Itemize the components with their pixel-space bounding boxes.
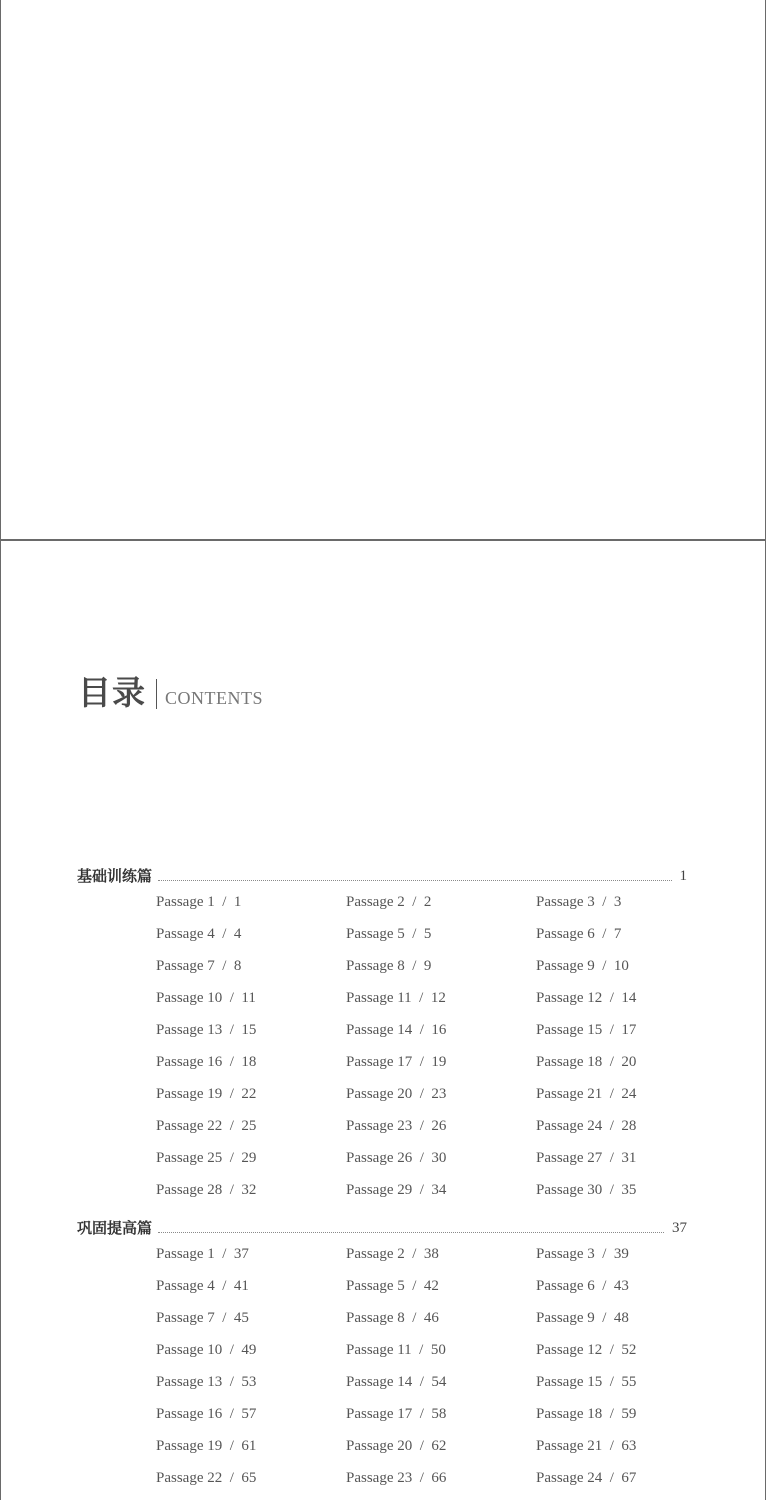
- dot-leader: [158, 880, 671, 881]
- passage-entry[interactable]: Passage 6 / 43: [536, 1278, 629, 1294]
- passage-entry[interactable]: Passage 8 / 46: [346, 1310, 439, 1326]
- blank-page: [0, 0, 766, 541]
- passage-entry[interactable]: Passage 15 / 55: [536, 1374, 637, 1390]
- passage-entry[interactable]: Passage 17 / 19: [346, 1054, 447, 1070]
- passage-entry[interactable]: Passage 12 / 52: [536, 1342, 637, 1358]
- passage-entry[interactable]: Passage 3 / 39: [536, 1246, 629, 1262]
- passage-entry[interactable]: Passage 11 / 12: [346, 990, 446, 1006]
- toc-heading: [78, 673, 263, 713]
- passage-entry[interactable]: Passage 23 / 26: [346, 1118, 447, 1134]
- passage-entry[interactable]: Passage 21 / 63: [536, 1438, 637, 1454]
- passage-entry[interactable]: Passage 19 / 61: [156, 1438, 257, 1454]
- passage-entry[interactable]: Passage 25 / 29: [156, 1150, 257, 1166]
- passage-entry[interactable]: Passage 21 / 24: [536, 1086, 637, 1102]
- passage-entry[interactable]: Passage 22 / 25: [156, 1118, 257, 1134]
- section-heading-row[interactable]: [77, 864, 687, 886]
- passage-entry[interactable]: Passage 24 / 28: [536, 1118, 637, 1134]
- passage-entry[interactable]: Passage 14 / 54: [346, 1374, 447, 1390]
- passage-entry[interactable]: Passage 5 / 42: [346, 1278, 439, 1294]
- section-basic-training: [77, 864, 687, 1206]
- passage-entry[interactable]: Passage 9 / 48: [536, 1310, 629, 1326]
- passage-entry[interactable]: Passage 13 / 53: [156, 1374, 257, 1390]
- section-consolidation: [77, 1216, 687, 1494]
- passage-entry[interactable]: Passage 24 / 67: [536, 1470, 637, 1486]
- passage-list: [156, 886, 687, 1206]
- passage-entry[interactable]: Passage 7 / 8: [156, 958, 242, 974]
- passage-entry[interactable]: Passage 29 / 34: [346, 1182, 447, 1198]
- passage-entry[interactable]: Passage 27 / 31: [536, 1150, 637, 1166]
- passage-entry[interactable]: Passage 5 / 5: [346, 926, 432, 942]
- passage-entry[interactable]: Passage 20 / 23: [346, 1086, 447, 1102]
- passage-entry[interactable]: Passage 30 / 35: [536, 1182, 637, 1198]
- dot-leader: [158, 1232, 664, 1233]
- passage-entry[interactable]: Passage 10 / 49: [156, 1342, 257, 1358]
- section-title: 巩固提高篇: [77, 1219, 153, 1237]
- passage-entry[interactable]: Passage 12 / 14: [536, 990, 637, 1006]
- section-heading-row[interactable]: [77, 1216, 687, 1238]
- passage-entry[interactable]: Passage 2 / 2: [346, 894, 432, 910]
- passage-entry[interactable]: Passage 13 / 15: [156, 1022, 257, 1038]
- passage-entry[interactable]: Passage 8 / 9: [346, 958, 432, 974]
- passage-entry[interactable]: Passage 6 / 7: [536, 926, 622, 942]
- passage-entry[interactable]: Passage 2 / 38: [346, 1246, 439, 1262]
- passage-entry[interactable]: Passage 7 / 45: [156, 1310, 249, 1326]
- passage-entry[interactable]: Passage 11 / 50: [346, 1342, 446, 1358]
- toc-title-chinese: 目录: [78, 673, 146, 712]
- heading-divider: [156, 679, 157, 709]
- passage-entry[interactable]: Passage 22 / 65: [156, 1470, 257, 1486]
- passage-entry[interactable]: Passage 20 / 62: [346, 1438, 447, 1454]
- passage-entry[interactable]: Passage 17 / 58: [346, 1406, 447, 1422]
- section-title: 基础训练篇: [77, 867, 153, 885]
- passage-entry[interactable]: Passage 16 / 18: [156, 1054, 257, 1070]
- passage-entry[interactable]: Passage 1 / 1: [156, 894, 242, 910]
- passage-entry[interactable]: Passage 4 / 4: [156, 926, 242, 942]
- passage-entry[interactable]: Passage 9 / 10: [536, 958, 629, 974]
- passage-entry[interactable]: Passage 1 / 37: [156, 1246, 249, 1262]
- passage-entry[interactable]: Passage 23 / 66: [346, 1470, 447, 1486]
- passage-entry[interactable]: Passage 26 / 30: [346, 1150, 447, 1166]
- section-page-number: 1: [679, 868, 687, 884]
- passage-entry[interactable]: Passage 10 / 11: [156, 990, 256, 1006]
- passage-entry[interactable]: Passage 4 / 41: [156, 1278, 249, 1294]
- section-page-number: 37: [672, 1220, 687, 1236]
- toc-title-english: CONTENTS: [165, 688, 263, 708]
- passage-entry[interactable]: Passage 14 / 16: [346, 1022, 447, 1038]
- passage-entry[interactable]: Passage 28 / 32: [156, 1182, 257, 1198]
- passage-entry[interactable]: Passage 16 / 57: [156, 1406, 257, 1422]
- passage-entry[interactable]: Passage 15 / 17: [536, 1022, 637, 1038]
- passage-entry[interactable]: Passage 19 / 22: [156, 1086, 257, 1102]
- passage-entry[interactable]: Passage 18 / 20: [536, 1054, 637, 1070]
- passage-entry[interactable]: Passage 18 / 59: [536, 1406, 637, 1422]
- passage-list: [156, 1238, 687, 1494]
- table-of-contents-page: [0, 541, 766, 1500]
- passage-entry[interactable]: Passage 3 / 3: [536, 894, 622, 910]
